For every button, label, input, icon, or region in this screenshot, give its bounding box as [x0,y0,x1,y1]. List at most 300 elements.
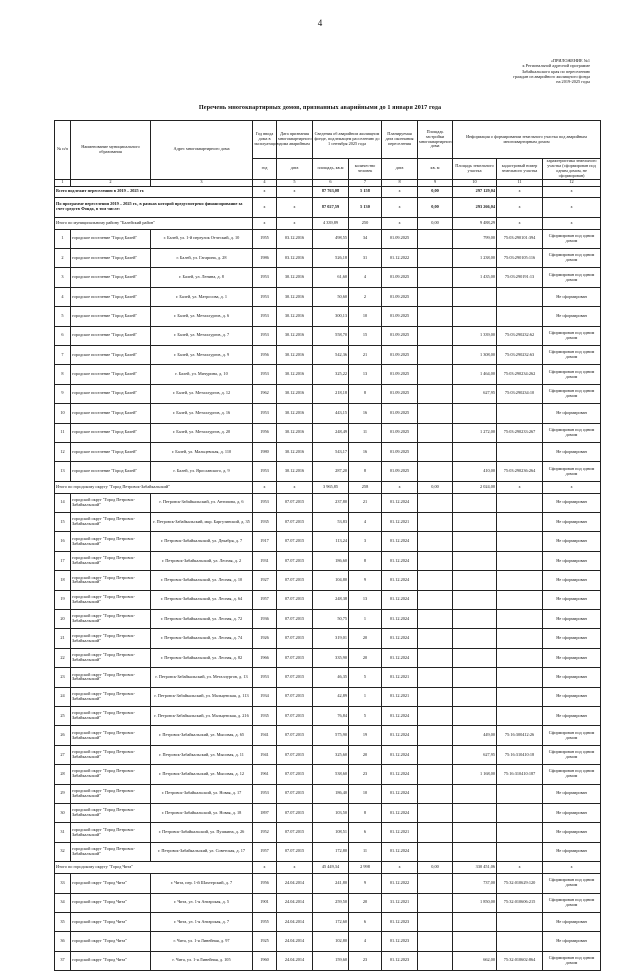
row-characteristic: Сформирован под одним домом [543,229,601,248]
row-build-area [418,893,453,912]
row-address: г. Петровск-Забайкальский, ул. Антипова, д. 6 [151,493,253,512]
row-build-area [418,229,453,248]
row-municipality: городское поселение "Город Балей" [71,229,151,248]
row-resettle-date: 01.12.2024 [382,629,418,648]
program-parcel: 293 266,04 [453,197,497,217]
row-address: г. Петровск-Забайкальский, ул. Лесная, д. 64 [151,590,253,609]
row-characteristic: Сформирован под одним домом [543,874,601,893]
row-address: г. Петровск-Забайкальский, ул. Мысовая, д. 12 [151,765,253,784]
row-resettle-date: 01.12.2024 [382,571,418,590]
row-year-built: 1897 [253,803,277,822]
row-resettle-date: 01.09.2025 [382,365,418,384]
row-resettle-date: 01.12.2023 [382,932,418,951]
row-municipality: городской округ "Город Петровск-Забайкальский" [71,532,151,551]
row-municipality: городское поселение "Город Балей" [71,404,151,423]
row-residents: 20 [349,745,382,764]
program-area: 87 027,59 [313,197,349,217]
row-build-area [418,532,453,551]
row-build-area [418,842,453,861]
col-index: 7 [349,179,382,186]
summary-cell: 0,00 [418,481,453,493]
row-municipality: городской округ "Город Петровск-Забайкальский" [71,726,151,745]
row-municipality: городской округ "Город Петровск-Забайкальский" [71,590,151,609]
row-number: 4 [55,287,71,306]
row-year-built: 1956 [253,874,277,893]
row-year-built: 1953 [253,404,277,423]
row-residents: 6 [349,912,382,931]
row-municipality: городской округ "Город Петровск-Забайкальский" [71,610,151,629]
total-cell: 0,00 [418,186,453,197]
row-characteristic: Не сформирован [543,629,601,648]
row-area: 575,90 [313,726,349,745]
row-number: 10 [55,404,71,423]
row-build-area [418,513,453,532]
appendix-note [430,58,590,84]
row-resettle-date: 01.12.2024 [382,493,418,512]
table-row [55,765,601,784]
row-characteristic: Сформирован под одним домом [543,893,601,912]
header-land-group-title: Информация о формировании земельного участка под аварийным многоквартирным домом [466,133,587,144]
summary-area: 45 449,34 [313,862,349,874]
row-year-built: 1953 [253,268,277,287]
summary-parcel: 2 024,00 [453,481,497,493]
row-area: 248,49 [313,423,349,442]
row-year-built: 1956 [253,423,277,442]
row-build-area [418,345,453,364]
row-number: 22 [55,648,71,667]
row-resettle-date: 01.09.2025 [382,326,418,345]
row-area: 259,50 [313,893,349,912]
header-area: площадь, кв.м [313,159,349,180]
row-area: 543,17 [313,442,349,461]
row-municipality: городской округ "Город Петровск-Забайкальский" [71,784,151,803]
table-row [55,629,601,648]
row-characteristic: Не сформирован [543,307,601,326]
header-land-group [453,121,601,159]
row-cadastral: 75:32:010606:215 [497,893,543,912]
table-row [55,726,601,745]
row-residents: 11 [349,842,382,861]
row-recognized-date: 30.12.2016 [277,404,313,423]
row-cadastral [497,912,543,931]
row-resettle-date: 01.12.2024 [382,784,418,803]
row-area: 558,70 [313,326,349,345]
row-parcel-area: 1 308,00 [453,345,497,364]
table-row [55,513,601,532]
row-area: 526,18 [313,249,349,268]
row-recognized-date: 07.07.2015 [277,707,313,726]
table-row [55,345,601,364]
row-residents: 16 [349,404,382,423]
row-year-built: 1986 [253,249,277,268]
row-year-built: 1935 [253,513,277,532]
row-address: г. Петровск-Забайкальский, ул. Мальцевская, д. 216 [151,707,253,726]
row-area: 172,80 [313,842,349,861]
row-build-area [418,629,453,648]
table-row [55,532,601,551]
row-resettle-date: 01.12.2024 [382,765,418,784]
row-characteristic: Сформирован под одним домом [543,268,601,287]
table-row [55,912,601,931]
row-cadastral [497,784,543,803]
row-recognized-date: 07.07.2015 [277,648,313,667]
row-area: 538,60 [313,765,349,784]
row-year-built: 1936 [253,610,277,629]
row-address: г. Петровск-Забайкальский, ул. Новая, д. 17 [151,784,253,803]
row-area: 159,60 [313,951,349,970]
row-address: г. Петровск-Забайкальский, ул. Мальцевская, д. 113 [151,687,253,706]
total-row [55,186,601,197]
header-residents: количество человек [349,159,382,180]
table-row [55,326,601,345]
row-residents: 4 [349,932,382,951]
row-number: 33 [55,874,71,893]
col-index: 1 [55,179,71,186]
row-parcel-area [453,590,497,609]
row-parcel-area [453,687,497,706]
header-year-built: Год ввода дома в эксплуатацию [253,121,277,159]
col-index: 11 [497,179,543,186]
row-parcel-area [453,404,497,423]
row-parcel-area [453,668,497,687]
summary-cell: х [497,862,543,874]
row-number: 29 [55,784,71,803]
row-recognized-date: 30.12.2016 [277,307,313,326]
row-number: 37 [55,951,71,970]
row-residents: 20 [349,648,382,667]
row-resettle-date: 01.09.2025 [382,462,418,481]
row-municipality: городской округ "Город Петровск-Забайкальский" [71,648,151,667]
row-year-built: 1941 [253,726,277,745]
row-address: г. Балей, ул. Матросова, д. 1 [151,287,253,306]
row-residents: 5 [349,668,382,687]
row-year-built: 1956 [253,345,277,364]
appendix-line: на 2019-2025 годы [556,79,590,85]
table-row [55,493,601,512]
row-residents: 23 [349,765,382,784]
row-build-area [418,668,453,687]
row-cadastral [497,803,543,822]
row-cadastral: 75:16:300412:26 [497,726,543,745]
row-characteristic: Не сформирован [543,823,601,842]
row-residents: 15 [349,326,382,345]
row-cadastral: 75:03:290234:10 [497,384,543,403]
row-residents: 13 [349,365,382,384]
header-unit-date-2: дата [382,159,418,180]
row-recognized-date: 30.12.2016 [277,423,313,442]
row-cadastral [497,493,543,512]
row-address: г. Балей, ул. Металлургов, д. 7 [151,326,253,345]
row-characteristic: Сформирован под одним домом [543,365,601,384]
row-resettle-date: 01.12.2024 [382,610,418,629]
row-area: 325,60 [313,745,349,764]
row-address: г. Балей, ул. Мичурина, д. 10 [151,365,253,384]
row-year-built: 1931 [253,551,277,570]
summary-cell: 0,00 [418,862,453,874]
row-municipality: городское поселение "Город Балей" [71,307,151,326]
summary-cell: 0,00 [418,217,453,229]
row-address: г. Петровск-Забайкальский, ул. Лесная, д. 72 [151,610,253,629]
table-row [55,365,601,384]
row-address: г. Балей, ул. Металлургов, д. 20 [151,423,253,442]
program-cell: х [382,197,418,217]
table-row [55,571,601,590]
row-address: г. Балей, ул. Металлургов, д. 16 [151,404,253,423]
row-address: г. Балей, ул. 1-й переулок Отческий, д. 10 [151,229,253,248]
row-area: 42,89 [313,687,349,706]
table-row [55,668,601,687]
row-build-area [418,551,453,570]
row-area: 186,60 [313,551,349,570]
row-build-area [418,610,453,629]
row-area: 237,80 [313,493,349,512]
row-parcel-area [453,287,497,306]
column-index-row [55,179,601,186]
row-number: 2 [55,249,71,268]
table-row [55,687,601,706]
row-build-area [418,707,453,726]
col-index: 12 [543,179,601,186]
row-cadastral [497,932,543,951]
row-build-area [418,462,453,481]
row-year-built: 1980 [253,442,277,461]
row-characteristic: Сформирован под одним домом [543,326,601,345]
row-area: 241,80 [313,874,349,893]
row-recognized-date: 30.12.2016 [277,326,313,345]
row-municipality: городское поселение "Город Балей" [71,268,151,287]
row-area: 443,15 [313,404,349,423]
row-characteristic: Не сформирован [543,287,601,306]
row-characteristic: Не сформирован [543,442,601,461]
row-build-area [418,404,453,423]
row-characteristic: Сформирован под одним домом [543,423,601,442]
row-resettle-date: 01.12.2024 [382,707,418,726]
row-parcel-area [453,513,497,532]
row-cadastral [497,610,543,629]
row-residents: 9 [349,874,382,893]
table-row [55,423,601,442]
row-cadastral: 75:16:310410:18 [497,745,543,764]
row-area: 300,13 [313,307,349,326]
row-residents: 4 [349,513,382,532]
row-characteristic: Не сформирован [543,803,601,822]
row-resettle-date: 01.12.2024 [382,726,418,745]
row-parcel-area: 737,00 [453,874,497,893]
row-year-built: 1927 [253,571,277,590]
row-characteristic: Сформирован под одним домом [543,951,601,970]
group-summary-row [55,481,601,493]
row-residents: 9 [349,571,382,590]
row-residents: 19 [349,726,382,745]
row-address: г. Балей, ул. Ленина, д. 8 [151,268,253,287]
row-cadastral [497,590,543,609]
table-row [55,932,601,951]
row-parcel-area [453,823,497,842]
row-municipality: городской округ "Город Петровск-Забайкальский" [71,823,151,842]
row-year-built: 1966 [253,648,277,667]
row-area: 218,18 [313,384,349,403]
row-build-area [418,249,453,268]
row-address: г. Балей, ул. Металлургов, д. 9 [151,345,253,364]
header-address: Адрес многоквартирного дома [151,121,253,180]
row-parcel-area [453,532,497,551]
row-area: 46,35 [313,668,349,687]
row-municipality: городской округ "Город Чита" [71,932,151,951]
row-address: г. Чита, ул. 1-я Ангарская, д. 7 [151,912,253,931]
row-municipality: городское поселение "Город Балей" [71,249,151,268]
appendix-line: Забайкальского края по переселению [521,68,590,74]
row-residents: 2 [349,287,382,306]
row-resettle-date: 01.09.2025 [382,404,418,423]
row-resettle-date: 01.12.2021 [382,668,418,687]
row-residents: 20 [349,629,382,648]
row-area: 50,75 [313,610,349,629]
row-recognized-date: 07.07.2015 [277,668,313,687]
table-row [55,951,601,970]
row-address: г. Чита, ул. 1-я Линейная, д. 105 [151,951,253,970]
row-cadastral [497,442,543,461]
program-cell: х [253,197,277,217]
row-municipality: городской округ "Город Петровск-Забайкальский" [71,668,151,687]
row-address: г. Петровск-Забайкальский, ул. Лесная, д. 2 [151,551,253,570]
row-build-area [418,442,453,461]
table-row [55,842,601,861]
row-cadastral [497,842,543,861]
row-recognized-date: 07.07.2015 [277,532,313,551]
row-characteristic: Сформирован под одним домом [543,765,601,784]
header-num: № п/п [55,121,71,180]
row-address: г. Петровск-Забайкальский, мкр. Баргузинский, д. 35 [151,513,253,532]
row-recognized-date: 07.07.2015 [277,765,313,784]
row-year-built: 1941 [253,745,277,764]
table-row [55,404,601,423]
row-parcel-area [453,784,497,803]
row-characteristic: Не сформирован [543,551,601,570]
appendix-line: «ПРИЛОЖЕНИЕ №1 [550,58,590,63]
row-year-built: 1935 [253,707,277,726]
row-year-built: 1955 [253,912,277,931]
row-residents: 8 [349,551,382,570]
row-municipality: городское поселение "Город Балей" [71,326,151,345]
row-resettle-date: 01.12.2024 [382,648,418,667]
row-year-built: 1925 [253,932,277,951]
row-cadastral [497,668,543,687]
row-residents: 6 [349,823,382,842]
table-row [55,648,601,667]
row-number: 9 [55,384,71,403]
row-cadastral: 75:03:290105:116 [497,249,543,268]
row-parcel-area [453,307,497,326]
row-resettle-date: 01.12.2024 [382,590,418,609]
row-parcel-area: 410,00 [453,462,497,481]
col-index: 4 [253,179,277,186]
row-cadastral: 75:32:010629:120 [497,874,543,893]
row-address: г. Петровск-Забайкальский, ул. Новая, д. 18 [151,803,253,822]
row-parcel-area: 1 339,00 [453,326,497,345]
row-recognized-date: 30.12.2016 [277,268,313,287]
summary-cell: х [543,862,601,874]
table-row [55,610,601,629]
row-residents: 10 [349,307,382,326]
row-residents: 4 [349,268,382,287]
row-resettle-date: 01.12.2024 [382,745,418,764]
row-number: 30 [55,803,71,822]
row-year-built: 1953 [253,326,277,345]
row-number: 1 [55,229,71,248]
row-resettle-date: 01.09.2025 [382,442,418,461]
row-year-built: 1953 [253,462,277,481]
row-municipality: городское поселение "Город Балей" [71,423,151,442]
row-cadastral [497,571,543,590]
row-resettle-date: 01.09.2025 [382,268,418,287]
row-residents: 10 [349,784,382,803]
row-number: 16 [55,532,71,551]
row-area: 50,60 [313,287,349,306]
row-cadastral: 75:16:310410:187 [497,765,543,784]
col-index: 5 [277,179,313,186]
appendix-line: к Региональной адресной программе [522,63,590,69]
header-parcel-area: Площадь земельного участка [453,159,497,180]
row-address: г. Петровск-Забайкальский, ул. Лесная, д. 74 [151,629,253,648]
row-area: 325,22 [313,365,349,384]
row-address: г. Петровск-Забайкальский, ул. Пушкина, д. 26 [151,823,253,842]
row-address: г. Петровск-Забайкальский, ул. Советская, д. 17 [151,842,253,861]
row-parcel-area [453,571,497,590]
program-row [55,197,601,217]
row-cadastral [497,687,543,706]
col-index: 6 [313,179,349,186]
row-number: 3 [55,268,71,287]
row-characteristic: Не сформирован [543,590,601,609]
row-address: г. Балей, ул. Ярославского, д. 9 [151,462,253,481]
row-parcel-area [453,842,497,861]
row-build-area [418,268,453,287]
row-cadastral [497,307,543,326]
row-year-built: 1953 [253,307,277,326]
row-number: 31 [55,823,71,842]
row-characteristic: Не сформирован [543,648,601,667]
row-characteristic: Не сформирован [543,610,601,629]
row-recognized-date: 07.07.2015 [277,590,313,609]
row-cadastral [497,648,543,667]
program-cell: 0,00 [418,197,453,217]
row-parcel-area [453,648,497,667]
summary-people: 2 998 [349,862,382,874]
total-cell: х [382,186,418,197]
header-unit-date: дата [277,159,313,180]
row-recognized-date: 07.07.2015 [277,745,313,764]
row-parcel-area: 662,00 [453,951,497,970]
row-municipality: городской округ "Город Петровск-Забайкальский" [71,707,151,726]
row-municipality: городское поселение "Город Балей" [71,442,151,461]
row-characteristic: Не сформирован [543,404,601,423]
row-recognized-date: 03.12.2016 [277,249,313,268]
row-recognized-date: 24.04.2014 [277,912,313,931]
row-recognized-date: 24.04.2014 [277,932,313,951]
row-cadastral [497,404,543,423]
row-build-area [418,384,453,403]
row-number: 28 [55,765,71,784]
row-resettle-date: 01.12.2024 [382,803,418,822]
table-row [55,803,601,822]
row-characteristic: Не сформирован [543,513,601,532]
summary-cell: х [382,481,418,493]
row-number: 20 [55,610,71,629]
row-build-area [418,307,453,326]
row-cadastral: 75:03:290232:63 [497,345,543,364]
row-number: 5 [55,307,71,326]
total-cell: х [497,186,543,197]
